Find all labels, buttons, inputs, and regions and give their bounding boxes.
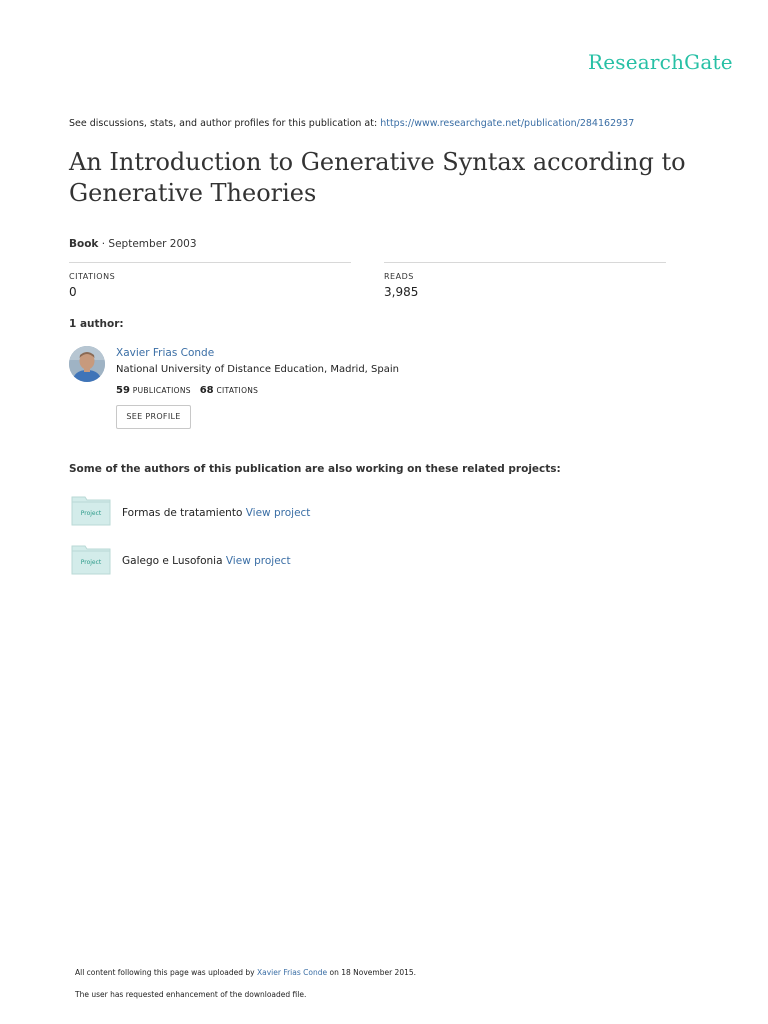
author-photo-icon [69, 346, 105, 382]
project-name: Formas de tratamiento [122, 507, 246, 519]
project-icon[interactable] [71, 545, 111, 579]
publication-date: · September 2003 [98, 238, 197, 250]
view-project-link[interactable]: View project [245, 507, 311, 519]
author-citations-label: CITATIONS [216, 386, 259, 395]
author-count: 1 author: [69, 318, 124, 330]
author-name-link[interactable]: Xavier Frias Conde [116, 347, 215, 359]
citations-value: 0 [69, 285, 77, 299]
researchgate-logo[interactable]: ResearchGate [588, 50, 733, 74]
enhancement-notice: The user has requested enhancement of the downloaded file. [75, 990, 307, 999]
upload-notice-suffix: on 18 November 2015. [327, 968, 417, 977]
project-item [122, 555, 291, 567]
project-icon-label: Project [80, 510, 102, 517]
publication-url-link[interactable]: https://www.researchgate.net/publication/284162937 [380, 118, 635, 129]
project-icon-label: Project [80, 559, 102, 566]
author-avatar[interactable] [69, 346, 105, 382]
project-item [122, 507, 310, 519]
author-stats [116, 385, 264, 396]
project-icon[interactable] [71, 496, 111, 530]
author-citations-count: 68 [199, 385, 214, 396]
author-publications-count: 59 [116, 385, 130, 396]
citations-divider [69, 262, 351, 263]
upload-notice-prefix: All content following this page was uploaded by [75, 968, 257, 977]
uploader-link[interactable]: Xavier Frias Conde [256, 968, 328, 977]
view-project-link[interactable]: View project [225, 555, 291, 567]
reads-label: READS [384, 272, 414, 281]
publication-title: An Introduction to Generative Syntax according to Generative Theories [69, 148, 686, 207]
publication-meta [69, 238, 197, 250]
reads-value: 3,985 [384, 285, 419, 299]
source-text: See discussions, stats, and author profiles for this publication at: [69, 118, 381, 129]
citations-label: CITATIONS [69, 272, 116, 281]
publication-type: Book [69, 238, 99, 250]
upload-notice [75, 968, 416, 977]
publication-source-line [69, 118, 634, 129]
see-profile-button[interactable]: SEE PROFILE [116, 405, 191, 429]
project-name: Galego e Lusofonia [122, 555, 226, 567]
author-institution: National University of Distance Education, Madrid, Spain [116, 364, 399, 375]
reads-divider [384, 262, 666, 263]
author-publications-label: PUBLICATIONS [132, 386, 191, 395]
related-projects-heading: Some of the authors of this publication are also working on these related projects: [69, 463, 561, 475]
